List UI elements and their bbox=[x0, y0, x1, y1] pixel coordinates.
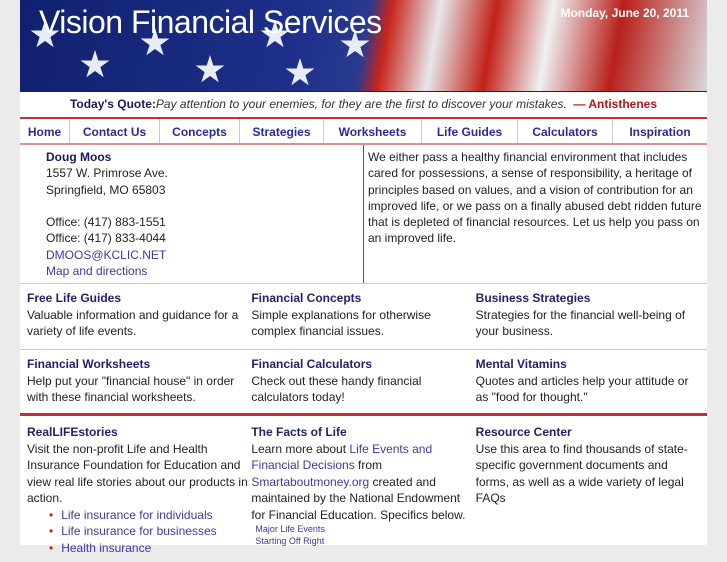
nav-contact-us[interactable]: Contact Us bbox=[70, 119, 160, 143]
nav-home[interactable]: Home bbox=[20, 119, 70, 143]
star-icon bbox=[80, 50, 110, 80]
site-title[interactable]: Vision Financial Services bbox=[39, 4, 382, 40]
city: Springfield, MO 65803 bbox=[46, 182, 166, 197]
smartaboutmoney-link[interactable]: Smartaboutmoney.org bbox=[251, 474, 370, 489]
reallifestories-link[interactable]: RealLIFEstories bbox=[27, 425, 118, 439]
nav-worksheets[interactable]: Worksheets bbox=[324, 119, 422, 143]
feature-row bbox=[20, 284, 707, 350]
mental-vitamins-link[interactable]: Mental Vitamins bbox=[475, 357, 567, 371]
nav-inspiration[interactable]: Inspiration bbox=[629, 125, 691, 139]
text: created and maintained by the National Endowment for Financial Education. Specifics below. bbox=[251, 474, 466, 522]
flag-banner bbox=[20, 0, 707, 91]
contact-section bbox=[20, 145, 707, 284]
insurance-links bbox=[27, 507, 251, 557]
free-life-guides-link[interactable]: Free Life Guides bbox=[27, 291, 122, 305]
life-insurance-individuals-link[interactable]: • Life insurance for individuals bbox=[49, 507, 251, 524]
feature-row bbox=[20, 350, 707, 416]
star-icon bbox=[285, 58, 315, 88]
feature-row bbox=[20, 416, 707, 562]
todays-quote bbox=[20, 91, 707, 117]
mission-statement: We either pass a healthy financial environment that includes cared for possessions, a sense of responsibility, a heritage of principles based on values, and a vision of contribution for an improved life, or we pass on a finally abused debt ridden future that is depleted of financial resources. Let us help you pass on an improved life. bbox=[368, 150, 702, 246]
nav-life-guides[interactable]: Life Guides bbox=[422, 119, 518, 143]
feature-text: Quotes and articles help your attitude or as "food for thought." bbox=[475, 373, 689, 404]
financial-calculators-link[interactable]: Financial Calculators bbox=[251, 357, 373, 371]
feature-text: Check out these handy financial calculators today! bbox=[251, 373, 422, 404]
quote-text: Pay attention to your enemies, for they are the first to discover your mistakes. bbox=[155, 97, 567, 111]
financial-worksheets-link[interactable]: Financial Worksheets bbox=[27, 357, 151, 371]
email-link[interactable]: DMOOS@KCLIC.NET bbox=[46, 247, 167, 262]
current-date: Monday, June 20, 2011 bbox=[560, 6, 689, 20]
contact-name: Doug Moos bbox=[46, 150, 112, 164]
health-insurance-link[interactable]: • Health insurance bbox=[49, 540, 251, 557]
feature-text: Strategies for the financial well-being of your business. bbox=[475, 307, 686, 338]
address-block bbox=[20, 145, 364, 283]
financial-concepts-link[interactable]: Financial Concepts bbox=[251, 291, 362, 305]
feature-text: Use this area to find thousands of state-specific government documents and forms, as well as a wide variety of legal FAQs bbox=[475, 441, 688, 505]
resource-center-link[interactable]: Resource Center bbox=[475, 425, 572, 439]
life-insurance-businesses-link[interactable]: • Life insurance for businesses bbox=[49, 523, 251, 540]
star-icon bbox=[195, 55, 225, 85]
business-strategies-link[interactable]: Business Strategies bbox=[475, 291, 591, 305]
feature-text: Simple explanations for otherwise complex financial issues. bbox=[251, 307, 431, 338]
office-phone-2: Office: (417) 833-4044 bbox=[46, 231, 166, 246]
life-events-link[interactable]: Life Events and Financial Decisions bbox=[251, 441, 433, 472]
feature-text: Help put your "financial house" in order with these financial worksheets. bbox=[27, 373, 235, 404]
office-phone-1: Office: (417) 883-1551 bbox=[46, 215, 166, 230]
main-nav bbox=[20, 117, 707, 145]
street: 1557 W. Primrose Ave. bbox=[46, 166, 168, 181]
nav-strategies[interactable]: Strategies bbox=[240, 119, 324, 143]
nav-calculators[interactable]: Calculators bbox=[518, 119, 613, 143]
starting-off-right-link[interactable]: Starting Off Right bbox=[255, 536, 325, 546]
map-link[interactable]: Map and directions bbox=[46, 264, 148, 279]
quote-label: Today's Quote: bbox=[69, 97, 156, 111]
nav-concepts[interactable]: Concepts bbox=[160, 119, 240, 143]
feature-text: Visit the non-profit Life and Health Insurance Foundation for Education and view real life stories about our products in action. bbox=[27, 441, 248, 505]
feature-text: Valuable information and guidance for a variety of life events. bbox=[27, 307, 239, 338]
quote-author: — Antisthenes bbox=[573, 97, 658, 111]
page bbox=[20, 0, 707, 555]
major-life-events-link[interactable]: Major Life Events bbox=[255, 524, 325, 534]
facts-of-life-heading: The Facts of Life bbox=[251, 425, 347, 439]
text: from bbox=[354, 458, 383, 472]
text: Learn more about bbox=[251, 441, 350, 456]
